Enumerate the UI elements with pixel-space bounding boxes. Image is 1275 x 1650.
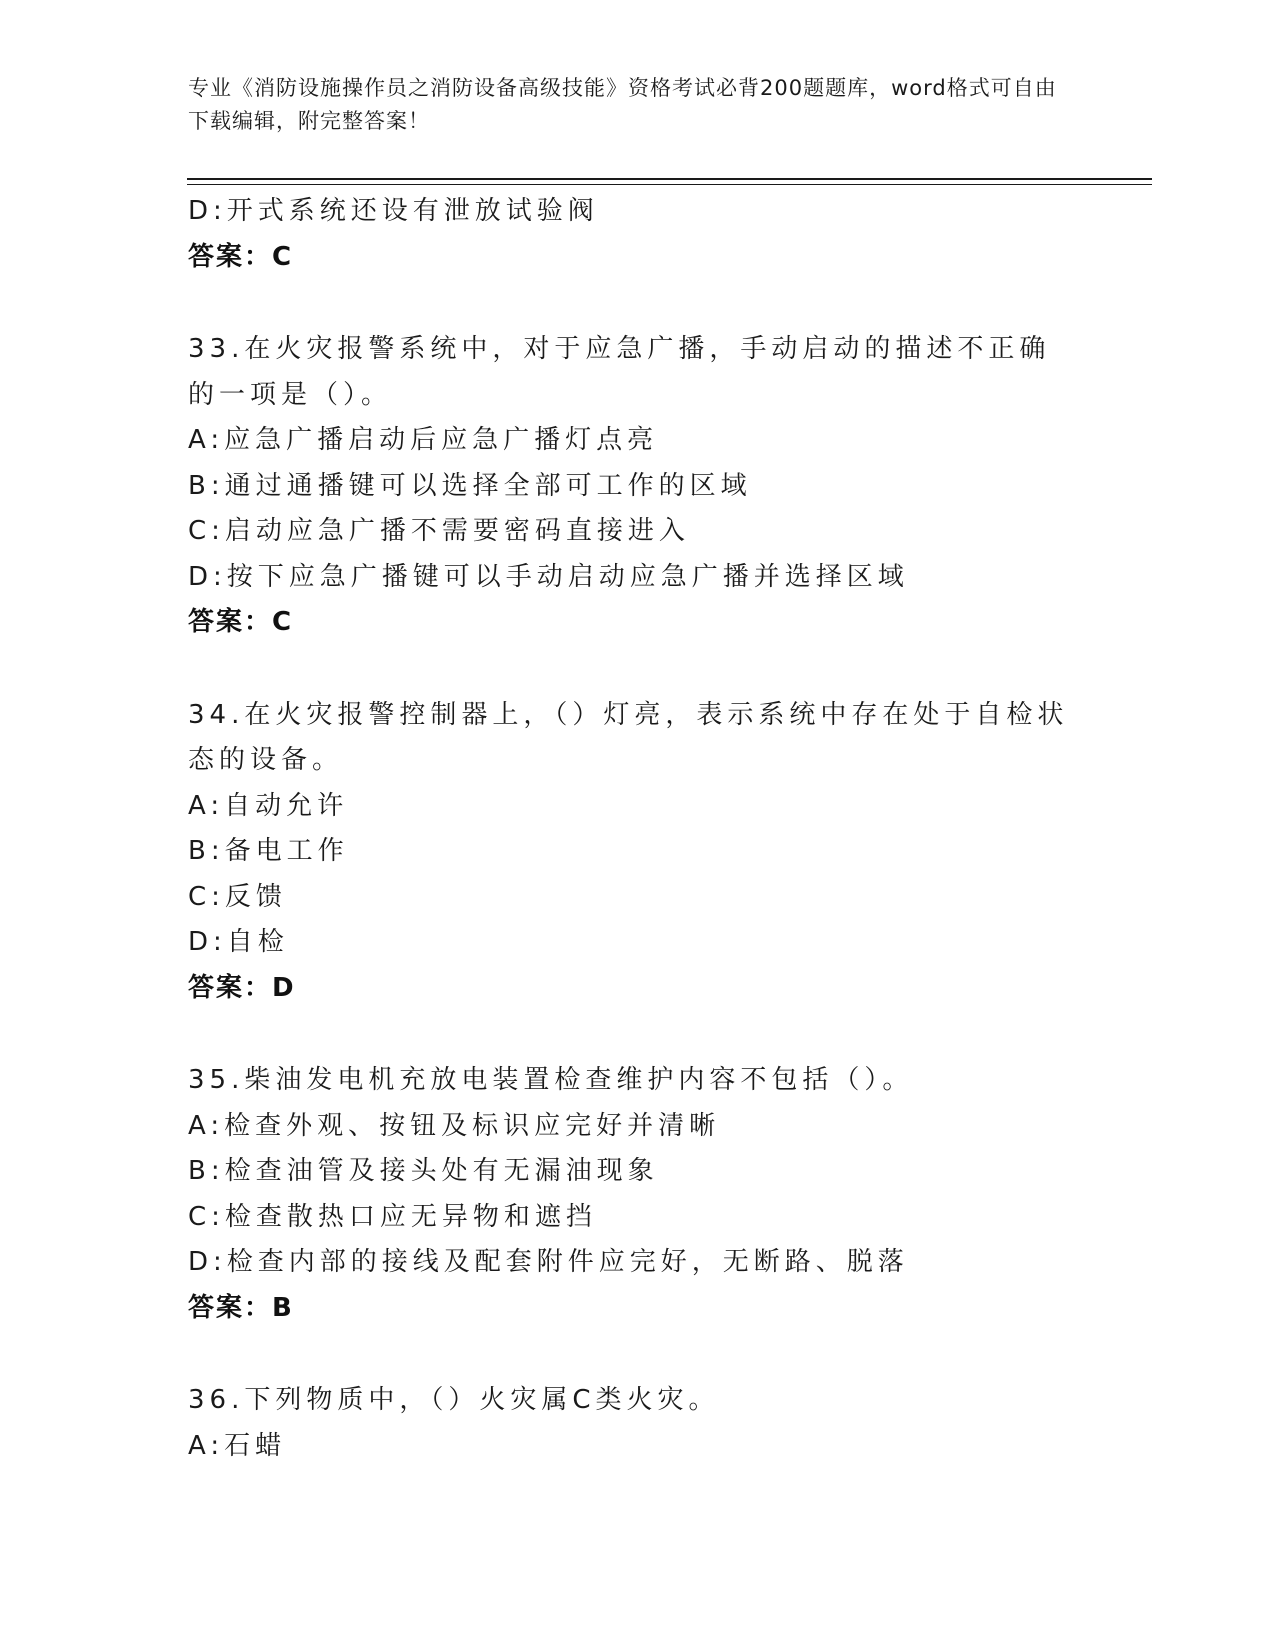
question-stem: 33.在火灾报警系统中，对于应急广播，手动启动的描述不正确的一项是（）。: [188, 334, 1051, 410]
option-line: [188, 920, 1088, 966]
option-line: [188, 555, 1088, 601]
option-line: [188, 1424, 1088, 1470]
option-letter: A:: [188, 425, 225, 455]
option-letter: D:: [188, 927, 227, 957]
header-divider-thin: [187, 184, 1152, 185]
option-line: [188, 1104, 1088, 1150]
question-stem: 34.在火灾报警控制器上，（）灯亮，表示系统中存在处于自检状态的设备。: [188, 699, 1069, 775]
document-header: 专业《消防设施操作员之消防设备高级技能》资格考试必背200题题库，word格式可自由下载编辑，附完整答案！: [188, 76, 1057, 133]
header-divider: [187, 178, 1152, 180]
option-text: 石蜡: [224, 1430, 287, 1461]
option-text: 检查内部的接线及配套附件应完好，无断路、脱落: [226, 1247, 909, 1277]
option-letter: D:: [188, 1247, 227, 1277]
option-line: [188, 189, 1088, 235]
option-text: 启动应急广播不需要密码直接进入: [224, 516, 690, 546]
answer-line: 答案：C: [188, 607, 294, 637]
option-line: [188, 1240, 1088, 1286]
option-text: 应急广播启动后应急广播灯点亮: [224, 425, 659, 455]
option-letter: A:: [188, 1110, 225, 1141]
option-line: [188, 1149, 1088, 1195]
option-letter: A:: [188, 1430, 225, 1461]
option-letter: A:: [188, 790, 225, 821]
option-letter: B:: [188, 470, 225, 501]
option-letter: C:: [188, 516, 225, 546]
option-text: 检查外观、按钮及标识应完好并清晰: [224, 1110, 721, 1141]
option-letter: C:: [188, 881, 225, 912]
question-stem: 36.下列物质中，（）火灾属C类火灾。: [188, 1385, 720, 1415]
option-letter: D:: [188, 196, 227, 226]
question-content: [188, 189, 1088, 1469]
option-text: 自动允许: [224, 790, 349, 821]
option-line: [188, 509, 1088, 555]
option-text: 检查油管及接头处有无漏油现象: [224, 1156, 659, 1186]
option-letter: D:: [188, 561, 227, 592]
answer-line: 答案：D: [188, 972, 296, 1003]
option-text: 备电工作: [224, 836, 349, 866]
option-letter: B:: [188, 836, 225, 866]
option-letter: C:: [188, 1201, 225, 1232]
option-text: 检查散热口应无异物和遮挡: [224, 1201, 597, 1232]
option-line: [188, 784, 1088, 830]
option-text: 自检: [226, 927, 289, 957]
question-stem: 35.柴油发电机充放电装置检查维护内容不包括（）。: [188, 1065, 914, 1095]
answer-line: 答案：B: [188, 1292, 294, 1323]
option-text: 通过通播键可以选择全部可工作的区域: [224, 470, 752, 501]
option-text: 反馈: [224, 881, 287, 912]
option-line: [188, 418, 1088, 464]
option-line: [188, 1195, 1088, 1241]
option-line: [188, 829, 1088, 875]
option-text: 开式系统还设有泄放试验阀: [226, 196, 599, 226]
option-letter: B:: [188, 1156, 225, 1186]
option-line: [188, 875, 1088, 921]
option-text: 按下应急广播键可以手动启动应急广播并选择区域: [226, 561, 909, 592]
option-line: [188, 464, 1088, 510]
answer-line: 答案：C: [188, 241, 294, 272]
